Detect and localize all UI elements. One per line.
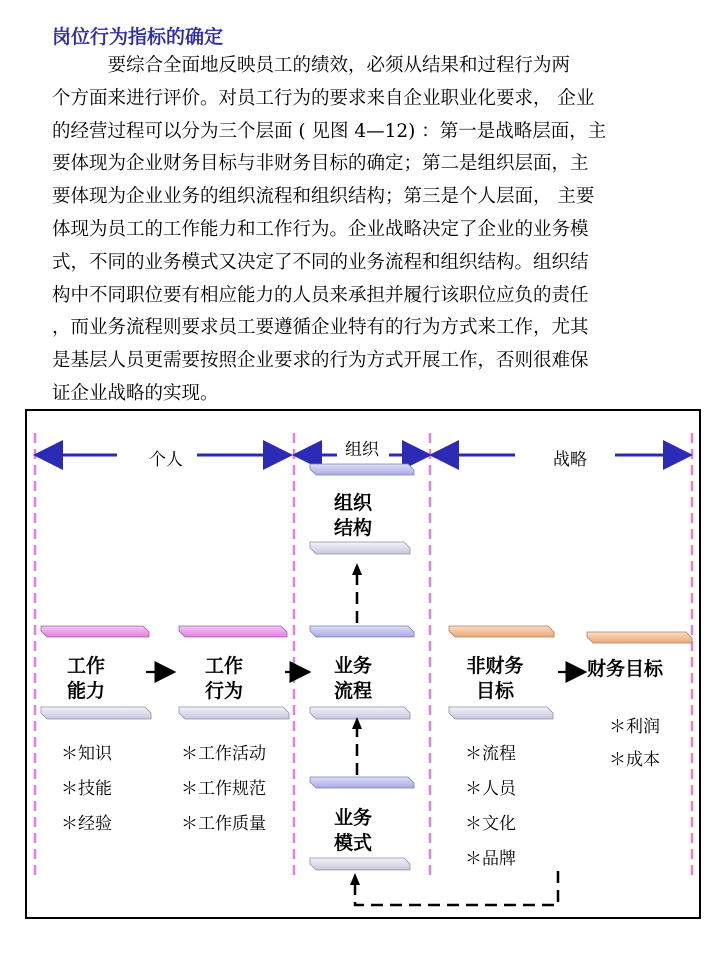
list-item: ＊知识 (61, 744, 112, 764)
box-line: 模式 (334, 832, 373, 854)
box-business-process (334, 654, 372, 704)
business-process-bottom-bar (310, 707, 410, 719)
box-work-ability (67, 654, 105, 704)
paragraph-line: 证企业战略的实现。 (52, 382, 219, 404)
box-org-structure (334, 491, 372, 541)
box-line: 目标 (475, 680, 514, 702)
list-item: ＊流程 (465, 744, 516, 764)
box-line: 流程 (334, 680, 373, 702)
arrowhead-process-to-structure (352, 563, 362, 575)
paragraph-line: 要体现为企业财务目标与非财务目标的确定；第二是组织层面，主 (52, 153, 589, 175)
arrowhead-strategy-to-model (350, 873, 360, 885)
org-structure-top-bar (310, 464, 414, 475)
list-non-financial-goals (465, 737, 516, 877)
box-line: 业务 (334, 655, 373, 677)
business-model-top-bar (310, 777, 414, 788)
box-line: 行为 (205, 680, 244, 702)
box-financial-goals: 财务目标 (587, 658, 664, 680)
list-item: ＊人员 (465, 779, 516, 799)
paragraph-line: 是基层人员更需要按照企业要求的行为方式开展工作，否则很难保 (52, 350, 589, 372)
paragraph-line: 个方面来进行评价。对员工行为的要求来自企业职业化要求， 企业 (52, 87, 595, 109)
list-item: ＊品牌 (465, 849, 516, 869)
box-line: 能力 (67, 680, 106, 702)
list-item: ＊技能 (61, 779, 112, 799)
box-line: 工作 (205, 655, 244, 677)
paragraph-line: 体现为员工的工作能力和工作行为。企业战略决定了企业的业务模 (52, 218, 589, 240)
dashed-flow-arrows (350, 563, 558, 905)
paragraph-line: 要综合全面地反映员工的绩效，必须从结果和过程行为两 (52, 55, 571, 76)
body-paragraph (52, 50, 678, 411)
box-line: 结构 (334, 517, 373, 539)
paragraph-line: 的经营过程可以分为三个层面 ( 见图 4—12) ：第一是战略层面，主 (52, 120, 607, 142)
org-structure-bottom-bar (310, 542, 410, 554)
list-item: ＊利润 (609, 717, 660, 737)
box-line: 非财务 (466, 655, 524, 677)
box-non-financial-goals (457, 654, 533, 704)
level-label-strategy: 战略 (553, 450, 587, 470)
work-behavior-top-bar (179, 626, 287, 637)
level-label-organization: 组织 (345, 440, 379, 460)
list-financial-goals (609, 711, 660, 777)
paragraph-line: ，而业务流程则要求员工要遵循企业特有的行为方式来工作，尤其 (52, 317, 589, 339)
list-item: ＊成本 (609, 750, 660, 770)
paragraph-line: 构中不同职位要有相应能力的人员来承担并履行该职位应负的责任 (52, 284, 589, 306)
list-work-behavior (181, 737, 266, 842)
non-financial-top-bar (449, 626, 554, 637)
list-work-ability (61, 737, 112, 842)
box-business-model (334, 806, 372, 856)
box-line: 组织 (334, 492, 373, 514)
work-ability-top-bar (41, 626, 149, 637)
non-financial-bottom-bar (449, 707, 553, 719)
list-item: ＊经验 (61, 814, 112, 834)
financial-top-bar (587, 632, 692, 643)
list-item: ＊文化 (465, 814, 516, 834)
work-ability-bottom-bar (41, 707, 151, 719)
section-heading: 岗位行为指标的确定 (52, 26, 224, 48)
level-label-personal: 个人 (149, 450, 183, 470)
box-line: 工作 (67, 655, 106, 677)
performance-levels-diagram (25, 409, 701, 919)
paragraph-line: 式，不同的业务模式又决定了不同的业务流程和组织结构。组织结 (52, 251, 589, 273)
business-process-top-bar (310, 626, 414, 637)
list-item: ＊工作规范 (181, 779, 266, 799)
paragraph-line: 要体现为企业业务的组织流程和组织结构；第三是个人层面， 主要 (52, 186, 595, 208)
box-line: 业务 (334, 807, 373, 829)
arrow-strategy-to-model (355, 871, 558, 905)
list-item: ＊工作质量 (181, 814, 266, 834)
work-behavior-bottom-bar (179, 707, 289, 719)
box-work-behavior (205, 654, 243, 704)
list-item: ＊工作活动 (181, 744, 266, 764)
business-model-bottom-bar (310, 858, 410, 870)
